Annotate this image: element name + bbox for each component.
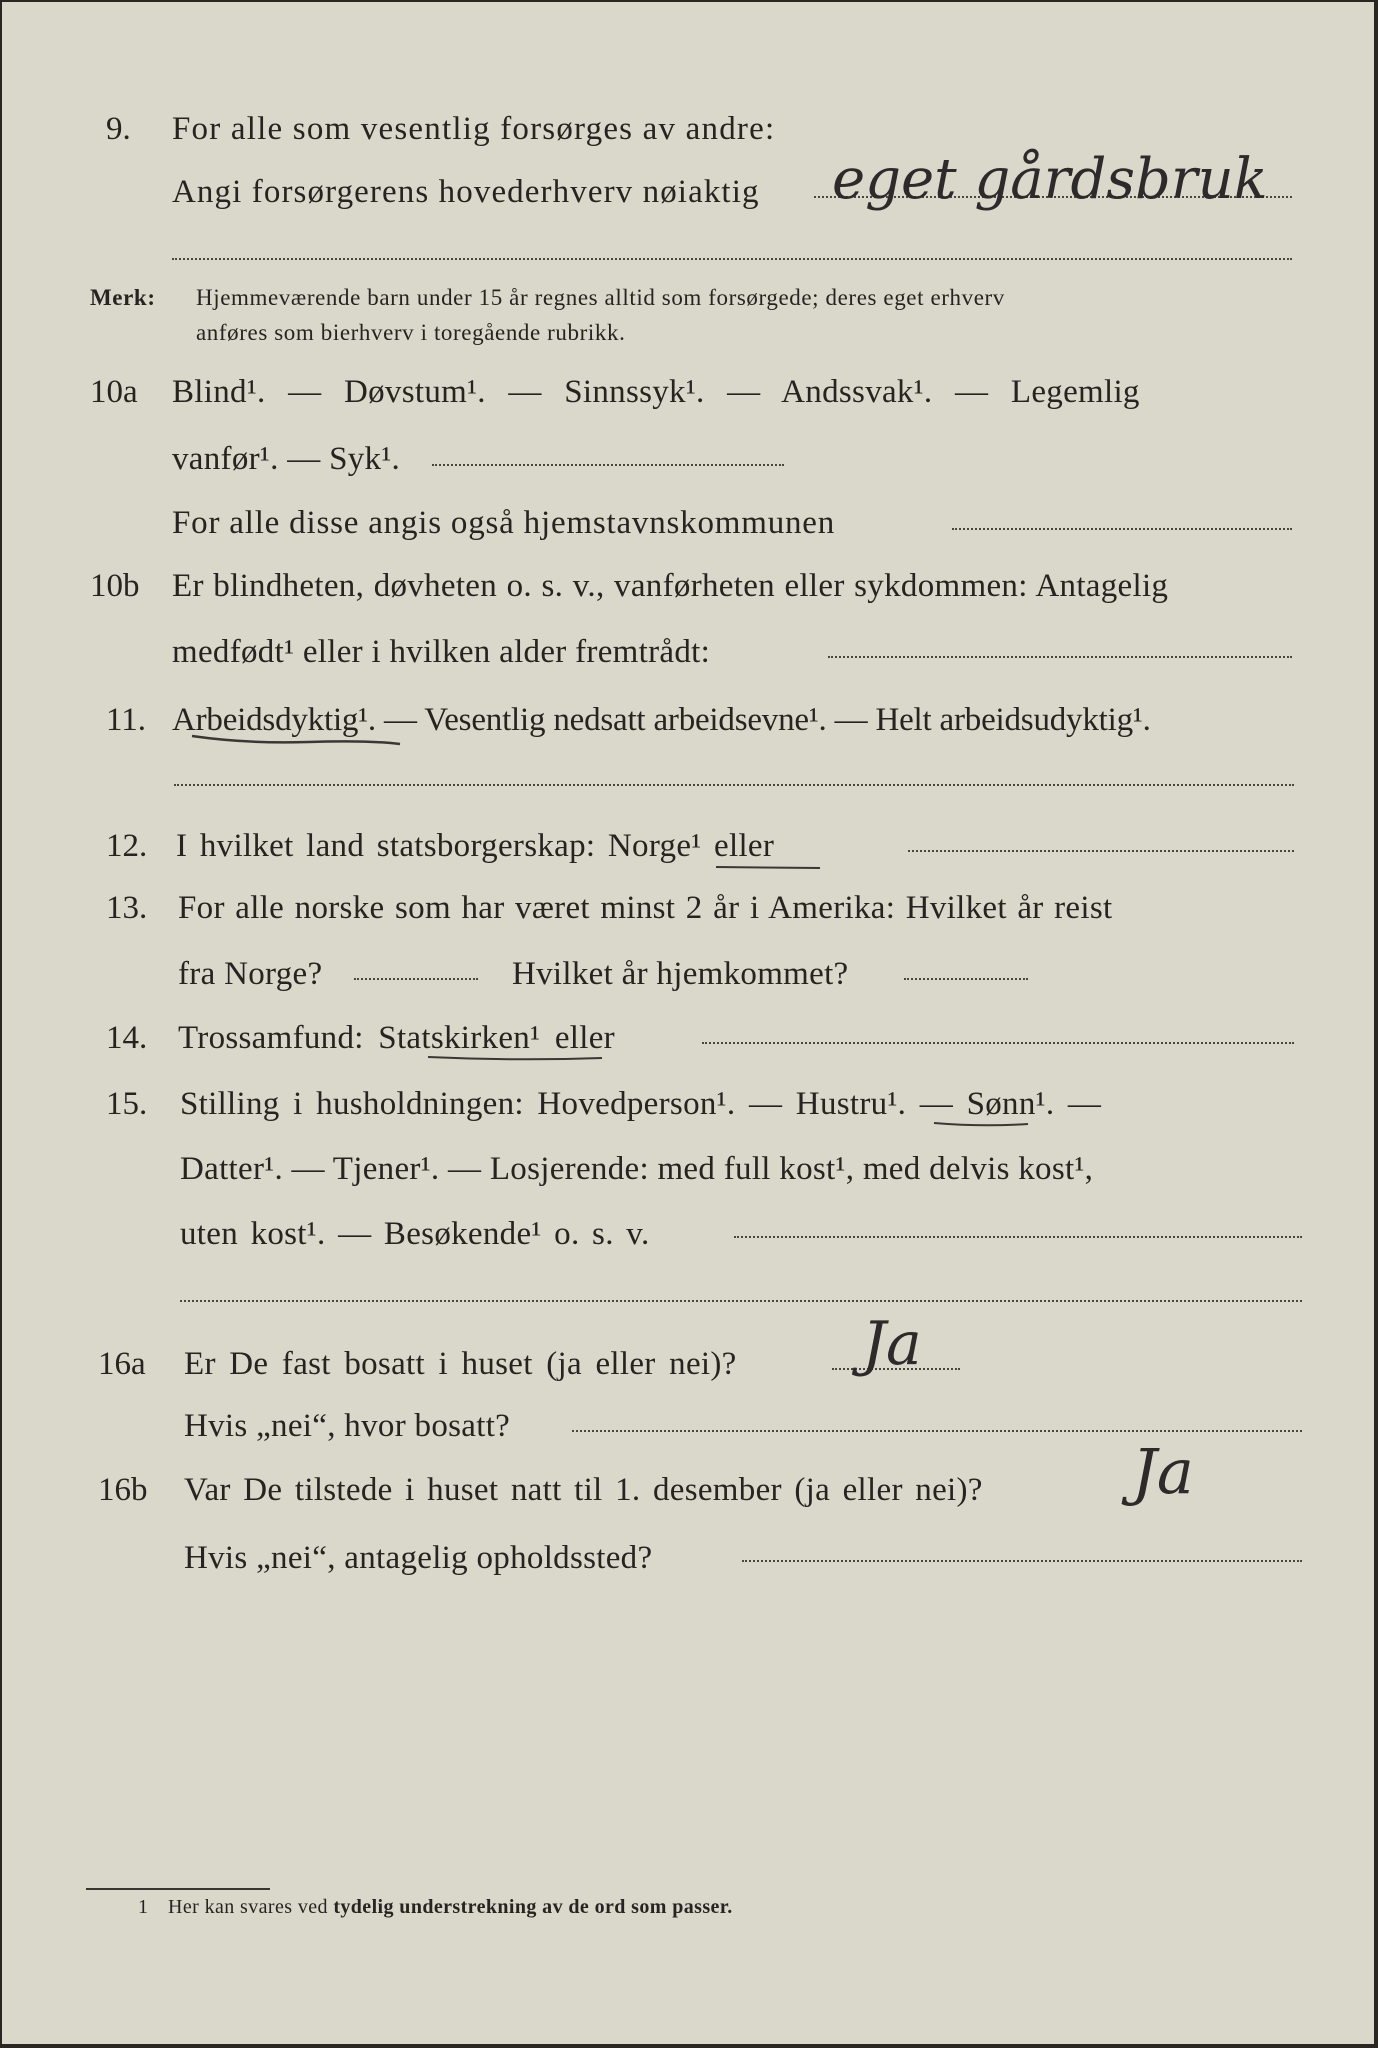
q9-handwritten-answer[interactable]: eget gårdsbruk <box>832 147 1268 212</box>
q13-line2b: Hvilket år hjemkommet? <box>512 956 849 992</box>
q11-continuation-line <box>174 784 1294 786</box>
footnote-mark: 1 <box>138 1896 149 1918</box>
q9-continuation-line <box>172 258 1292 260</box>
q15-line1: Stilling i husholdningen: Hovedperson¹. — Hustru¹. — Sønn¹. — <box>180 1086 1102 1122</box>
q12-number: 12. <box>106 828 148 864</box>
q13-number: 13. <box>106 890 148 926</box>
q13-line2a: fra Norge? <box>178 956 323 992</box>
q15-line3: uten kost¹. — Besøkende¹ o. s. v. <box>180 1216 650 1252</box>
q16a-bosatt-line <box>572 1430 1302 1432</box>
q16b-line1: Var De tilstede i huset natt til 1. desember (ja eller nei)? <box>184 1472 983 1508</box>
census-form-page <box>2 2 1374 2044</box>
q12-norge-underline[interactable] <box>714 862 824 872</box>
q9-line2: Angi forsørgerens hovederhverv nøiaktig <box>172 174 760 210</box>
footnote-rule <box>86 1888 270 1890</box>
q12-answer-line <box>908 850 1294 852</box>
q15-number: 15. <box>106 1086 148 1122</box>
merk-label: Merk: <box>90 285 156 310</box>
q16a-handwritten-answer[interactable]: Ja <box>862 1309 922 1379</box>
q16b-handwritten-answer[interactable]: Ja <box>1132 1435 1194 1508</box>
merk-line1: Hjemmeværende barn under 15 år regnes alltid som forsørgede; deres eget erhverv <box>196 285 1005 310</box>
q14-number: 14. <box>106 1020 148 1056</box>
q10a-line2: vanfør¹. — Syk¹. <box>172 441 401 477</box>
q12-line1: I hvilket land statsborgerskap: Norge¹ eller <box>176 828 775 864</box>
q13-reist-line <box>354 978 478 980</box>
q15-answer-line <box>734 1236 1302 1238</box>
q10b-answer-line <box>828 656 1292 658</box>
q14-statskirken-underline[interactable] <box>426 1052 606 1064</box>
q11-arbeidsdyktig-underline[interactable] <box>188 730 408 754</box>
q10b-number: 10b <box>90 568 140 604</box>
q11-number: 11. <box>106 702 147 738</box>
q9-number: 9. <box>106 111 131 147</box>
q14-answer-line <box>702 1042 1294 1044</box>
q10a-line1: Blind¹. — Døvstum¹. — Sinnssyk¹. — Andssvak¹. — Legemlig <box>172 374 1140 410</box>
q16a-line2: Hvis „nei“, hvor bosatt? <box>184 1408 511 1444</box>
q16a-line1: Er De fast bosatt i huset (ja eller nei)? <box>184 1346 737 1382</box>
q16b-opholdssted-line <box>742 1560 1302 1562</box>
q9-line1: For alle som vesentlig forsørges av andre: <box>172 111 776 147</box>
footnote-bold: tydelig understrekning av de ord som passer. <box>333 1896 733 1918</box>
q10a-number: 10a <box>90 374 138 410</box>
q13-hjemkommet-line <box>904 978 1028 980</box>
q15-continuation-line <box>180 1300 1302 1302</box>
footnote-plain: Her kan svares ved <box>168 1896 328 1918</box>
q15-line2: Datter¹. — Tjener¹. — Losjerende: med full kost¹, med delvis kost¹, <box>180 1151 1094 1187</box>
q11-line1: Arbeidsdyktig¹. — Vesentlig nedsatt arbeidsevne¹. — Helt arbeidsudyktig¹. <box>172 702 1151 738</box>
q10a-hometown-line <box>952 528 1292 530</box>
q16a-number: 16a <box>98 1346 146 1382</box>
q16b-number: 16b <box>98 1472 148 1508</box>
q16b-line2: Hvis „nei“, antagelig opholdssted? <box>184 1540 653 1576</box>
q14-line1: Trossamfund: Statskirken¹ eller <box>178 1020 615 1056</box>
q10b-line2: medfødt¹ eller i hvilken alder fremtrådt: <box>172 634 711 670</box>
q13-line1: For alle norske som har været minst 2 år i Amerika: Hvilket år reist <box>178 890 1113 926</box>
q10b-line1: Er blindheten, døvheten o. s. v., vanførheten eller sykdommen: Antagelig <box>172 568 1169 604</box>
q10a-line3: For alle disse angis også hjemstavnskommunen <box>172 505 836 541</box>
q15-hustru-underline[interactable] <box>932 1118 1032 1130</box>
footnote <box>168 1896 733 1919</box>
q10a-answer-line <box>432 464 784 466</box>
merk-line2: anføres som bierhverv i toregående rubrikk. <box>196 320 626 345</box>
